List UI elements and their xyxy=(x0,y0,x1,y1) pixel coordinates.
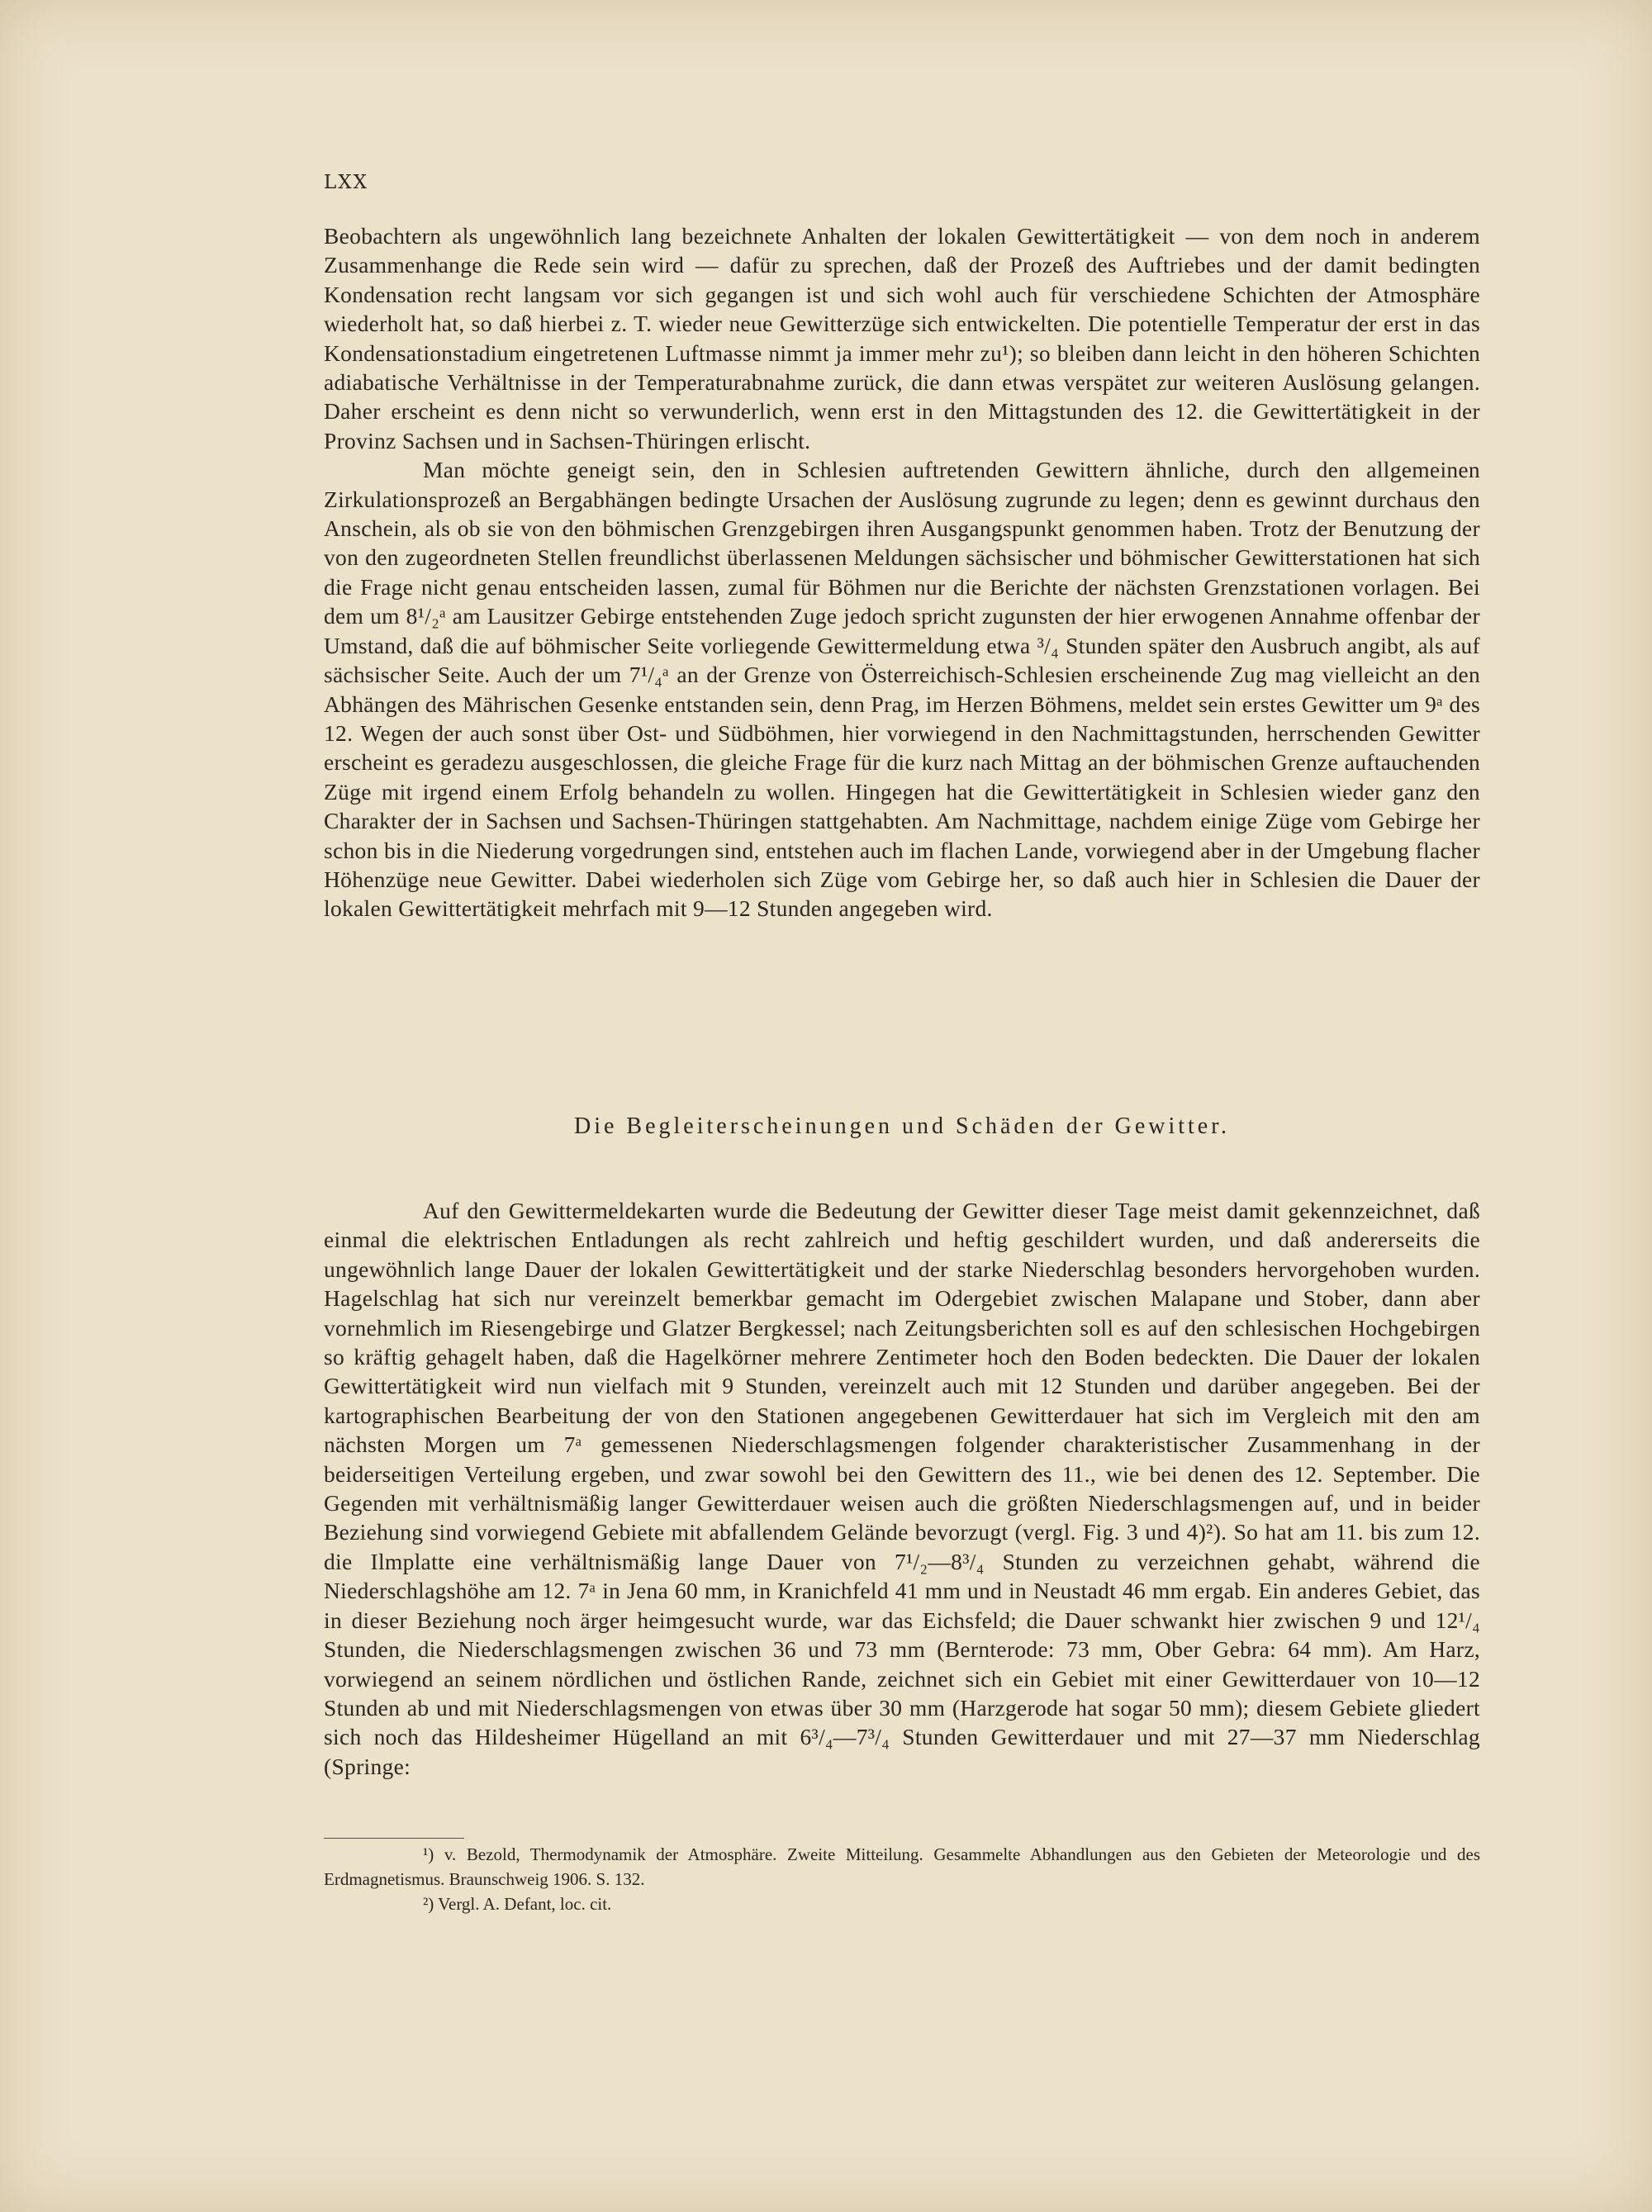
footnote: ¹) v. Bezold, Thermodynamik der Atmosphäre. Zweite Mitteilung. Gesammelte Abhandlungen aus den Gebieten der Meteorologie und des Erdmagnetismus. Braunschweig 1906. S. 132. xyxy=(324,1844,1480,1889)
paragraph: Beobachtern als ungewöhnlich lang bezeichnete Anhalten der lokalen Gewittertätigkeit — von dem noch in anderem Zusammenhange die Rede sein wird — dafür zu sprechen, daß der Prozeß des Auftriebes und der damit bedingten Kondensation recht langsam vor sich gegangen ist und sich wohl auch für verschiedene Schichten der Atmosphäre wiederholt hat, so daß hierbei z. T. wieder neue Gewitterzüge sich entwickelten. Die potentielle Temperatur der erst in das Kondensationstadium eingetretenen Luftmasse nimmt ja immer mehr zu¹); so bleiben dann leicht in den höheren Schichten adiabatische Verhältnisse in der Temperaturabnahme zurück, die dann etwas verspätet zur weiteren Auslösung gelangen. Daher erscheint es denn nicht so verwunderlich, wenn erst in den Mittagstunden des 12. die Gewittertätigkeit in der Provinz Sachsen und in Sachsen-Thüringen erlischt. xyxy=(324,223,1480,453)
paragraph: Auf den Gewittermeldekarten wurde die Bedeutung der Gewitter dieser Tage meist damit gekennzeichnet, daß einmal die elektrischen Entladungen als recht zahlreich und heftig geschildert wurden, und daß andererseits die ungewöhnlich lange Dauer der lokalen Gewittertätigkeit und der starke Niederschlag besonders hervorgehoben wurden. Hagelschlag hat sich nur vereinzelt bemerkbar gemacht im Odergebiet zwischen Malapane und Stober, dann aber vornehmlich im Riesengebirge und Glatzer Bergkessel; nach Zeitungsberichten soll es auf den schlesischen Hochgebirgen so kräftig gehagelt haben, daß die Hagelkörner mehrere Zentimeter hoch den Boden bedeckten. Die Dauer der lokalen Gewittertätigkeit wird nun vielfach mit 9 Stunden, vereinzelt auch mit 12 Stunden und darüber angegeben. Bei der kartographischen Bearbeitung der von den Stationen angegebenen Gewitterdauer hat sich im Vergleich mit den am nächsten Morgen um 7ᵃ gemessenen Niederschlagsmengen folgender charakteristischer Zusammenhang in der beiderseitigen Verteilung ergeben, und zwar sowohl bei den Gewittern des 11., wie bei denen des 12. September. Die Gegenden mit verhältnismäßig langer Gewitterdauer weisen auch die größten Niederschlagsmengen auf, und in beider Beziehung sind vorwiegend Gebiete mit abfallendem Gelände bevorzugt (vergl. Fig. 3 und 4)²). So hat am 11. bis zum 12. die Ilmplatte eine verhältnismäßig lange Dauer von 7¹/₂—8³/₄ Stunden zu verzeichnen gehabt, während die Niederschlagshöhe am 12. 7ᵃ in Jena 60 mm, in Kranichfeld 41 mm und in Neustadt 46 mm ergab. Ein anderes Gebiet, das in dieser Beziehung noch ärger heimgesucht wurde, war das Eichsfeld; die Dauer schwankt hier zwischen 9 und 12¹/₄ Stunden, die Niederschlagsmengen zwischen 36 und 73 mm (Bernterode: 73 mm, Ober Gebra: 64 mm). Am Harz, vorwiegend an seinem nördlichen und östlichen Rande, zeichnet sich ein Gebiet mit einer Gewitterdauer von 10—12 Stunden ab und mit Niederschlagsmengen von etwas über 30 mm (Harzgerode hat sogar 50 mm); diesem Gebiete gliedert sich noch das Hildesheimer Hügelland an mit 6³/₄—7³/₄ Stunden Gewitterdauer und mit 27—37 mm Niederschlag (Springe: xyxy=(324,1198,1480,1779)
footnote-divider xyxy=(324,1838,464,1839)
page-number: LXX xyxy=(324,172,369,193)
section-heading: Die Begleiterscheinungen und Schäden der Gewitter. xyxy=(573,1113,1231,1139)
section-body xyxy=(324,1196,1480,1781)
section-continuation xyxy=(324,221,1480,923)
paragraph: Man möchte geneigt sein, den in Schlesien auftretenden Gewittern ähnliche, durch den allgemeinen Zirkulationsprozeß an Bergabhängen bedingte Ursachen der Auslösung zugrunde zu legen; denn es gewinnt durchaus den Anschein, als ob sie von den böhmischen Grenzgebirgen ihren Ausgangspunkt genommen haben. Trotz der Benutzung der von den zugeordneten Stellen freundlichst überlassenen Meldungen sächsischer und böhmischer Gewitterstationen hat sich die Frage nicht genau entscheiden lassen, zumal für Böhmen nur die Berichte der nächsten Grenzstationen vorlagen. Bei dem um 8¹/₂ᵃ am Lausitzer Gebirge entstehenden Zuge jedoch spricht zugunsten der hier erwogenen Annahme offenbar der Umstand, daß die auf böhmischer Seite vorliegende Gewittermeldung etwa ³/₄ Stunden später den Ausbruch angibt, als auf sächsischer Seite. Auch der um 7¹/₄ᵃ an der Grenze von Österreichisch-Schlesien erscheinende Zug mag vielleicht an den Abhängen des Mährischen Gesenke entstanden sein, denn Prag, im Herzen Böhmens, meldet sein erstes Gewitter um 9ᵃ des 12. Wegen der auch sonst über Ost- und Südböhmen, hier vorwiegend in den Nachmittagstunden, herrschenden Gewitter erscheint es geradezu ausgeschlossen, die gleiche Frage für die kurz nach Mittag an der böhmischen Grenze auftauchenden Züge mit irgend einem Erfolg behandeln zu wollen. Hingegen hat die Gewittertätigkeit in Schlesien wieder ganz den Charakter der in Sachsen und Sachsen-Thüringen stattgehabten. Am Nachmittage, nachdem einige Züge vom Gebirge her schon bis in die Niederung vorgedrungen sind, entstehen auch im flachen Lande, vorwiegend aber in der Umgebung flacher Höhenzüge neue Gewitter. Dabei wiederholen sich Züge vom Gebirge her, so daß auch hier in Schlesien die Dauer der lokalen Gewittertätigkeit mehrfach mit 9—12 Stunden angegeben wird. xyxy=(324,457,1480,922)
footnotes xyxy=(324,1842,1480,1916)
footnote: ²) Vergl. A. Defant, loc. cit. xyxy=(423,1894,612,1914)
